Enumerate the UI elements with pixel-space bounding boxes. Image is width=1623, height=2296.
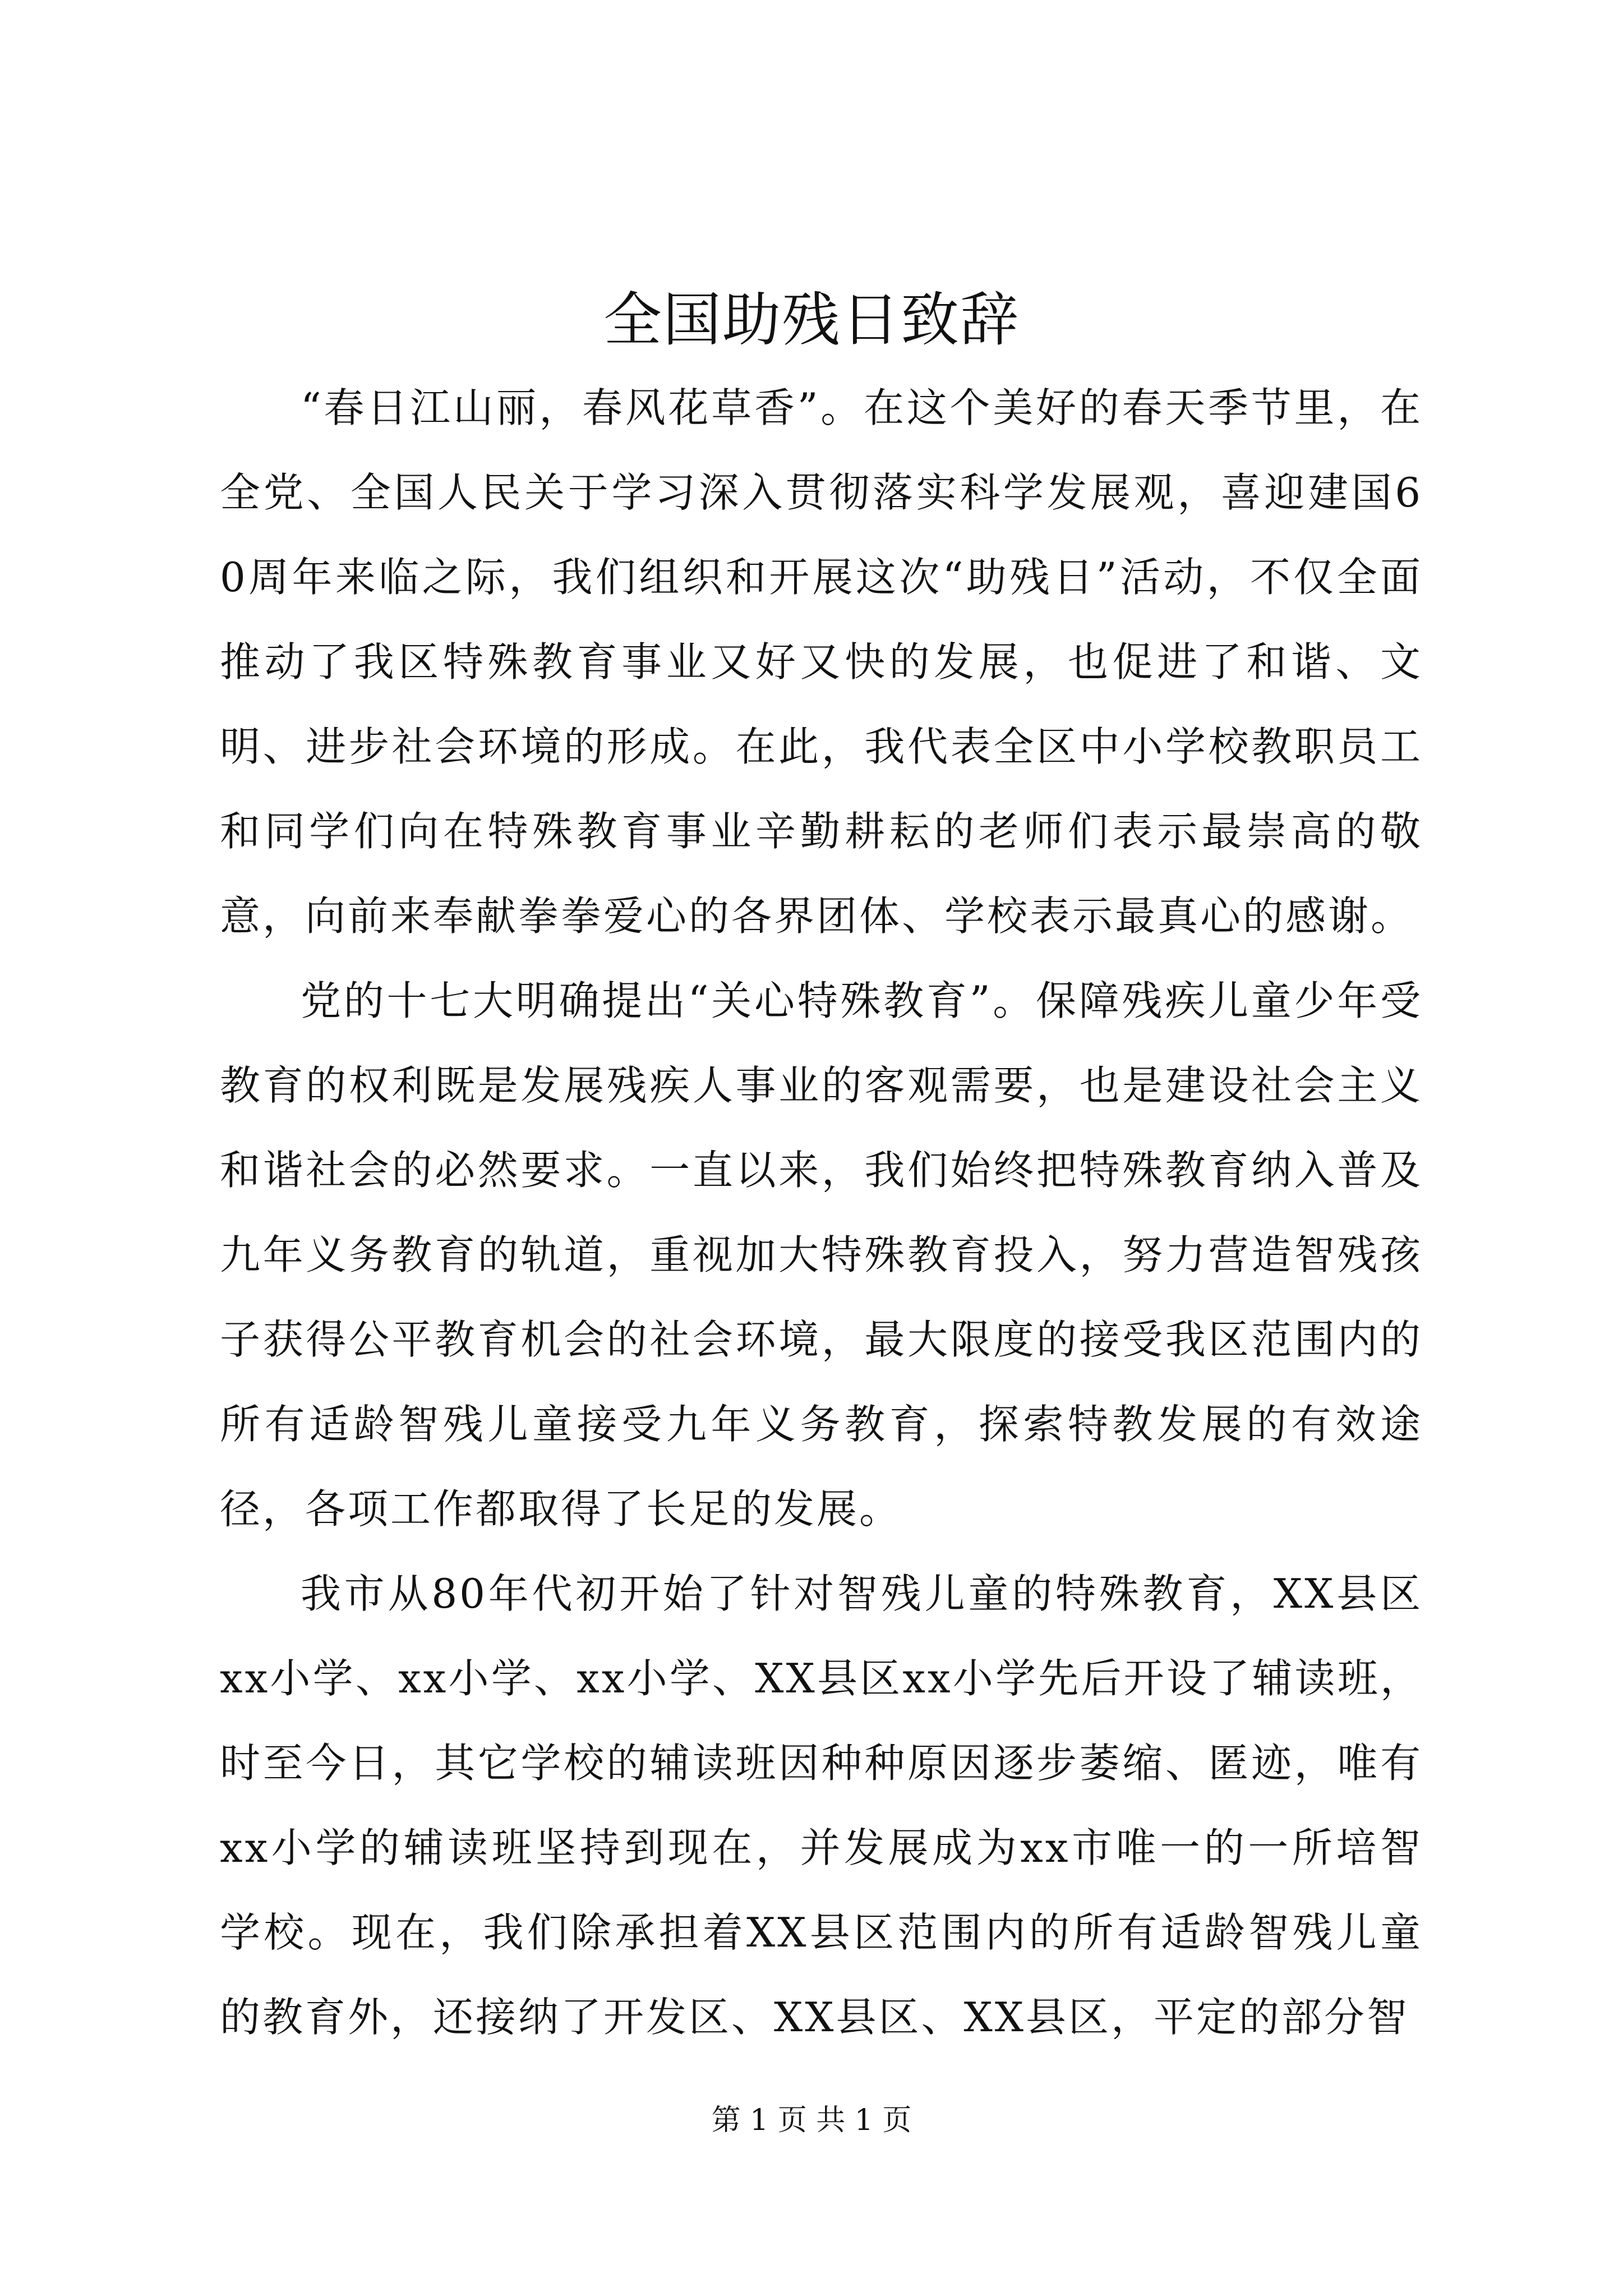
paragraph-1: “春日江山丽，春风花草香”。在这个美好的春天季节里，在全党、全国人民关于学习深入贯彻落实科学发展观，喜迎建国60周年来临之际，我们组织和开展这次“助残日”活动，不仅全面推动了我区特殊教育事业又好又快的发展，也促进了和谐、文明、进步社会环境的形成。在此，我代表全区中小学校教职员工和同学们向在特殊教育事业辛勤耕耘的老师们表示最崇高的敬意，向前来奉献拳拳爱心的各界团体、学校表示最真心的感谢。 <box>220 384 1423 940</box>
paragraph-3: 我市从80年代初开始了针对智残儿童的特殊教育，XX县区xx小学、xx小学、xx小学、XX县区xx小学先后开设了辅读班，时至今日，其它学校的辅读班因种种原因逐步萎缩、匿迹，唯有xx小学的辅读班坚持到现在，并发展成为xx市唯一的一所培智学校。现在，我们除承担着XX县区范围内的所有适龄智残儿童的教育外，还接纳了开发区、XX县区、XX县区，平定的部分智 <box>220 1570 1423 2041</box>
document-body <box>220 366 1423 2060</box>
document-title: 全国助残日致辞 <box>603 286 1020 354</box>
page-footer: 第 1 页 共 1 页 <box>711 2104 912 2137</box>
paragraph-2: 党的十七大明确提出“关心特殊教育”。保障残疾儿童少年受教育的权利既是发展残疾人事业的客观需要，也是建设社会主义和谐社会的必然要求。一直以来，我们始终把特殊教育纳入普及九年义务教育的轨道，重视加大特殊教育投入，努力营造智残孩子获得公平教育机会的社会环境，最大限度的接受我区范围内的所有适龄智残儿童接受九年义务教育，探索特教发展的有效途径，各项工作都取得了长足的发展。 <box>220 977 1423 1533</box>
